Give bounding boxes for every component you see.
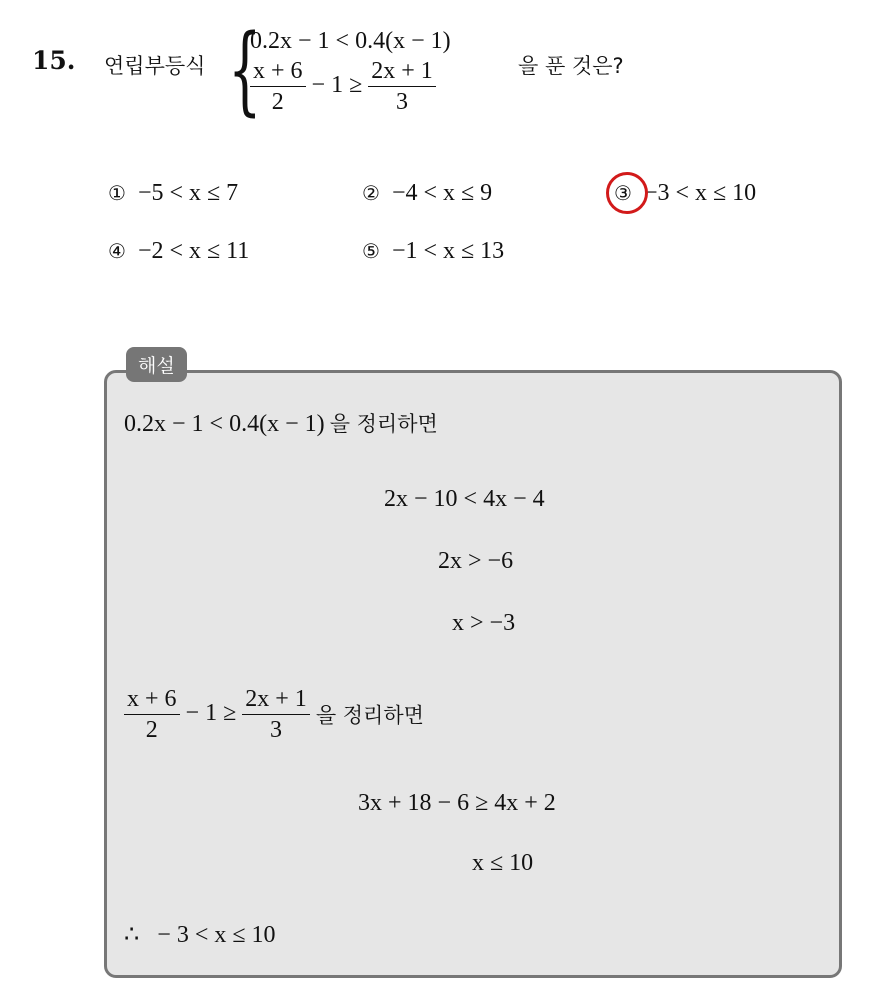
choice-5-text: −1 < x ≤ 13 bbox=[391, 238, 505, 264]
system-inequality-1: 0.2x − 1 < 0.4(x − 1) bbox=[250, 28, 451, 54]
choice-1-mark: ① bbox=[108, 181, 126, 205]
choice-2-text: −4 < x ≤ 9 bbox=[391, 180, 493, 206]
solution-fraction-2 bbox=[242, 684, 310, 745]
solution-step1-line-3: x > −3 bbox=[452, 610, 516, 636]
solution-answer: − 3 < x ≤ 10 bbox=[157, 922, 276, 948]
choice-3-text: −3 < x ≤ 10 bbox=[643, 180, 757, 206]
fraction-2-numerator: 2x + 1 bbox=[368, 56, 436, 87]
choice-2[interactable] bbox=[362, 178, 492, 207]
solution-step2-suffix: 을 정리하면 bbox=[315, 703, 424, 728]
solution-step2-line-1: 3x + 18 − 6 ≥ 4x + 2 bbox=[358, 790, 556, 816]
fraction-1 bbox=[250, 56, 306, 117]
inequality-middle: − 1 ≥ bbox=[311, 72, 363, 99]
fraction-1-numerator: x + 6 bbox=[250, 56, 306, 87]
solution-fraction-1-denominator: 2 bbox=[145, 717, 158, 743]
system-inequality-2 bbox=[250, 56, 436, 117]
solution-fraction-1-numerator: x + 6 bbox=[124, 684, 180, 715]
solution-title: 해설 bbox=[126, 347, 187, 382]
fraction-2 bbox=[368, 56, 436, 117]
solution-box bbox=[104, 370, 842, 978]
choice-5-mark: ⑤ bbox=[362, 239, 380, 263]
question-number: 15. bbox=[32, 46, 76, 75]
therefore-icon: ∴ bbox=[124, 922, 140, 948]
choice-5[interactable] bbox=[362, 236, 504, 265]
fraction-2-denominator: 3 bbox=[396, 89, 409, 115]
solution-step1-suffix: 을 정리하면 bbox=[329, 412, 438, 436]
choice-2-mark: ② bbox=[362, 181, 380, 205]
question-label: 연립부등식 bbox=[104, 54, 206, 78]
choice-4-mark: ④ bbox=[108, 239, 126, 263]
choice-3-mark: ③ bbox=[614, 181, 632, 205]
solution-step1-expr: 0.2x − 1 < 0.4(x − 1) bbox=[124, 411, 325, 437]
selected-answer-circle-icon bbox=[606, 172, 648, 214]
choice-4[interactable] bbox=[108, 236, 249, 265]
solution-fraction-1 bbox=[124, 684, 180, 745]
solution-step2-line-2: x ≤ 10 bbox=[472, 850, 534, 876]
choice-1-text: −5 < x ≤ 7 bbox=[137, 180, 239, 206]
solution-step1-line-2: 2x > −6 bbox=[438, 548, 514, 574]
left-brace-icon: { bbox=[228, 14, 262, 126]
solution-fraction-2-denominator: 3 bbox=[270, 717, 283, 743]
question-ask: 을 푼 것은? bbox=[518, 54, 624, 78]
fraction-1-denominator: 2 bbox=[271, 89, 284, 115]
solution-answer-line bbox=[124, 920, 276, 949]
solution-fraction-2-numerator: 2x + 1 bbox=[242, 684, 310, 715]
choice-4-text: −2 < x ≤ 11 bbox=[137, 238, 250, 264]
solution-step1-line bbox=[124, 408, 438, 438]
solution-step2-line bbox=[124, 684, 424, 745]
solution-step1-line-1: 2x − 10 < 4x − 4 bbox=[384, 486, 545, 512]
choice-1[interactable] bbox=[108, 178, 238, 207]
solution-step2-middle: − 1 ≥ bbox=[185, 700, 237, 727]
